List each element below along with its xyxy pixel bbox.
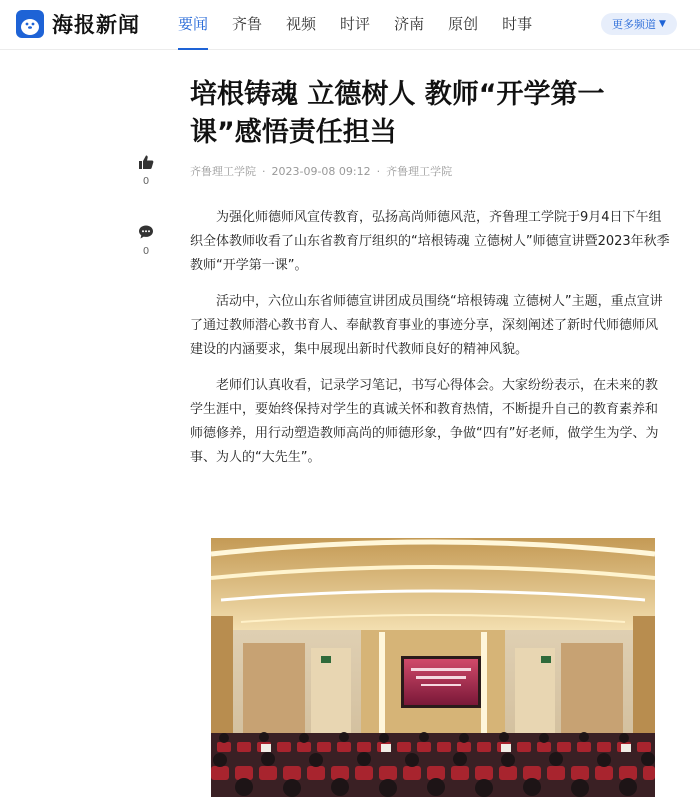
nav-tab-commentary[interactable]: 时评: [340, 15, 371, 33]
article-paragraph: 为强化师德师风宣传教育，弘扬高尚师德风范，齐鲁理工学院于9月4日下午组织全体教师收看了山东省教育厅组织的“培根铸魂 立德树人”师德宣讲暨2023年秋季教师“开学第一课”。: [190, 210, 670, 273]
comment-count: 0: [142, 246, 150, 257]
lecture-hall-photo: [211, 538, 655, 797]
caret-down-icon: ▼: [659, 19, 666, 29]
article-body: [190, 206, 670, 482]
nav-tab-current-affairs[interactable]: 时事: [502, 15, 533, 33]
meta-separator: ·: [262, 165, 266, 178]
nav-tab-original[interactable]: 原创: [448, 15, 479, 33]
meta-separator: ·: [376, 165, 381, 178]
thumbs-up-icon: [138, 154, 154, 170]
site-logo[interactable]: [16, 9, 140, 39]
channel-nav: [178, 0, 556, 50]
article-author: 齐鲁理工学院: [386, 165, 453, 178]
more-channels-button[interactable]: [601, 13, 677, 35]
article-datetime: 2023-09-08 09:12: [271, 165, 371, 178]
more-channels-label: 更多频道: [612, 18, 657, 31]
article-meta: [190, 163, 452, 179]
nav-tab-jinan[interactable]: 济南: [394, 15, 425, 33]
article-paragraph: 老师们认真收看，记录学习笔记，书写心得体会。大家纷纷表示，在未来的教学生涯中，要始终保持对学生的真诚关怀和教育热情，不断提升自己的教育素养和师德修养，用行动塑造教师高尚的师德形象，争做“四有”好老师，做学生为学、为事、为人的“大先生”。: [190, 378, 659, 465]
logo-text: 海报新闻: [52, 13, 140, 37]
seal-mascot-icon: [16, 10, 44, 38]
article-paragraph: 活动中，六位山东省师德宣讲团成员围绕“培根铸魂 立德树人”主题，重点宣讲了通过教师潜心教书育人、奉献教育事业的事迹分享，深刻阐述了新时代师德师风建设的内涵要求，集中展现出新时代教师良好的精神风貌。: [190, 294, 663, 357]
comment-action[interactable]: [133, 224, 159, 257]
nav-tab-qilu[interactable]: 齐鲁: [232, 15, 263, 33]
comment-bubble-icon: [138, 224, 154, 240]
like-count: 0: [142, 176, 150, 187]
like-action[interactable]: [133, 154, 159, 187]
article-title: 培根铸魂 立德树人 教师“开学第一课”感悟责任担当: [190, 79, 605, 148]
top-navigation-bar: [0, 0, 700, 50]
nav-tab-yaowen[interactable]: 要闻: [178, 0, 208, 50]
nav-tab-video[interactable]: 视频: [286, 15, 317, 33]
article-source: 齐鲁理工学院: [190, 165, 256, 178]
